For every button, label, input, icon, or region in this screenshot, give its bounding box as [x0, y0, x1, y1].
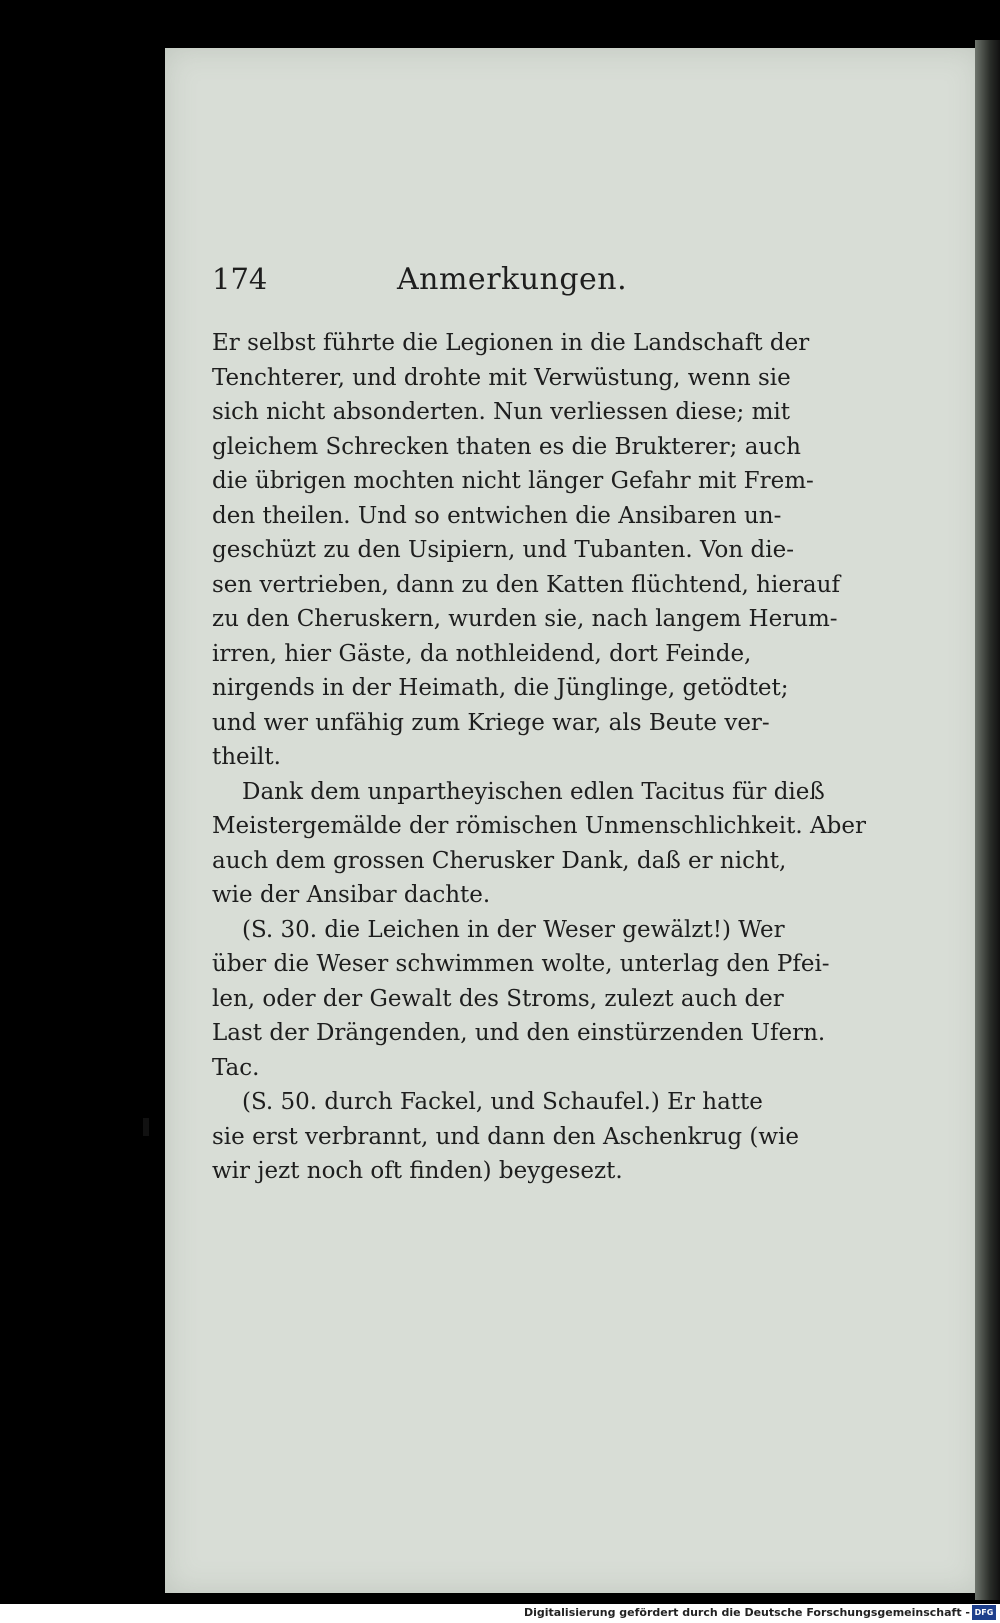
paragraph-1: Er selbst führte die Legionen in die Landschaft der Tenchterer, und drohte mit Verwüstung, wenn sie sich nicht absonderten. Nun verliessen diese; mit gleichem Schrecken thaten es die Brukterer; auch die übrigen mochten nicht länger Gefahr mit Frem- den theilen. Und so entwichen die Ansibaren un- geschüzt zu den Usipiern, und Tubanten. Von die- sen vertrieben, dann zu den Katten flüchtend, hierauf zu den Cheruskern, wurden sie, nach langem Herum- irren, hier Gäste, da nothleidend, dort Feinde, nirgends in der Heimath, die Jünglinge, getödtet; und wer unfähig zum Kriege war, als Beute ver- theilt.: [212, 330, 840, 770]
digitization-credit: Digitalisierung gefördert durch die Deutsche Forschungsgemeinschaft -: [523, 1606, 970, 1619]
page-header: [212, 262, 732, 312]
dfg-logo: DFG: [972, 1605, 996, 1620]
running-head: Anmerkungen.: [397, 262, 628, 297]
body-text: [212, 326, 924, 1189]
page-edge: [975, 40, 1000, 1600]
paragraph-2: Dank dem unpartheyischen edlen Tacitus für dieß Meistergemälde der römischen Unmenschlichkeit. Aber auch dem grossen Cherusker Dank, daß er nicht, wie der Ansibar dachte.: [212, 778, 866, 908]
page-number: 174: [212, 262, 268, 296]
paragraph-3: (S. 30. die Leichen in der Weser gewälzt!) Wer über die Weser schwimmen wolte, unterlag den Pfei- len, oder der Gewalt des Stroms, zulezt auch der Last der Drängenden, und den einstürzenden Ufern. Tac.: [212, 916, 830, 1081]
paragraph-4: (S. 50. durch Fackel, und Schaufel.) Er hatte sie erst verbrannt, und dann den Aschenkrug (wie wir jezt noch oft finden) beygesezt.: [212, 1089, 799, 1184]
binding-mark: [143, 1118, 149, 1136]
